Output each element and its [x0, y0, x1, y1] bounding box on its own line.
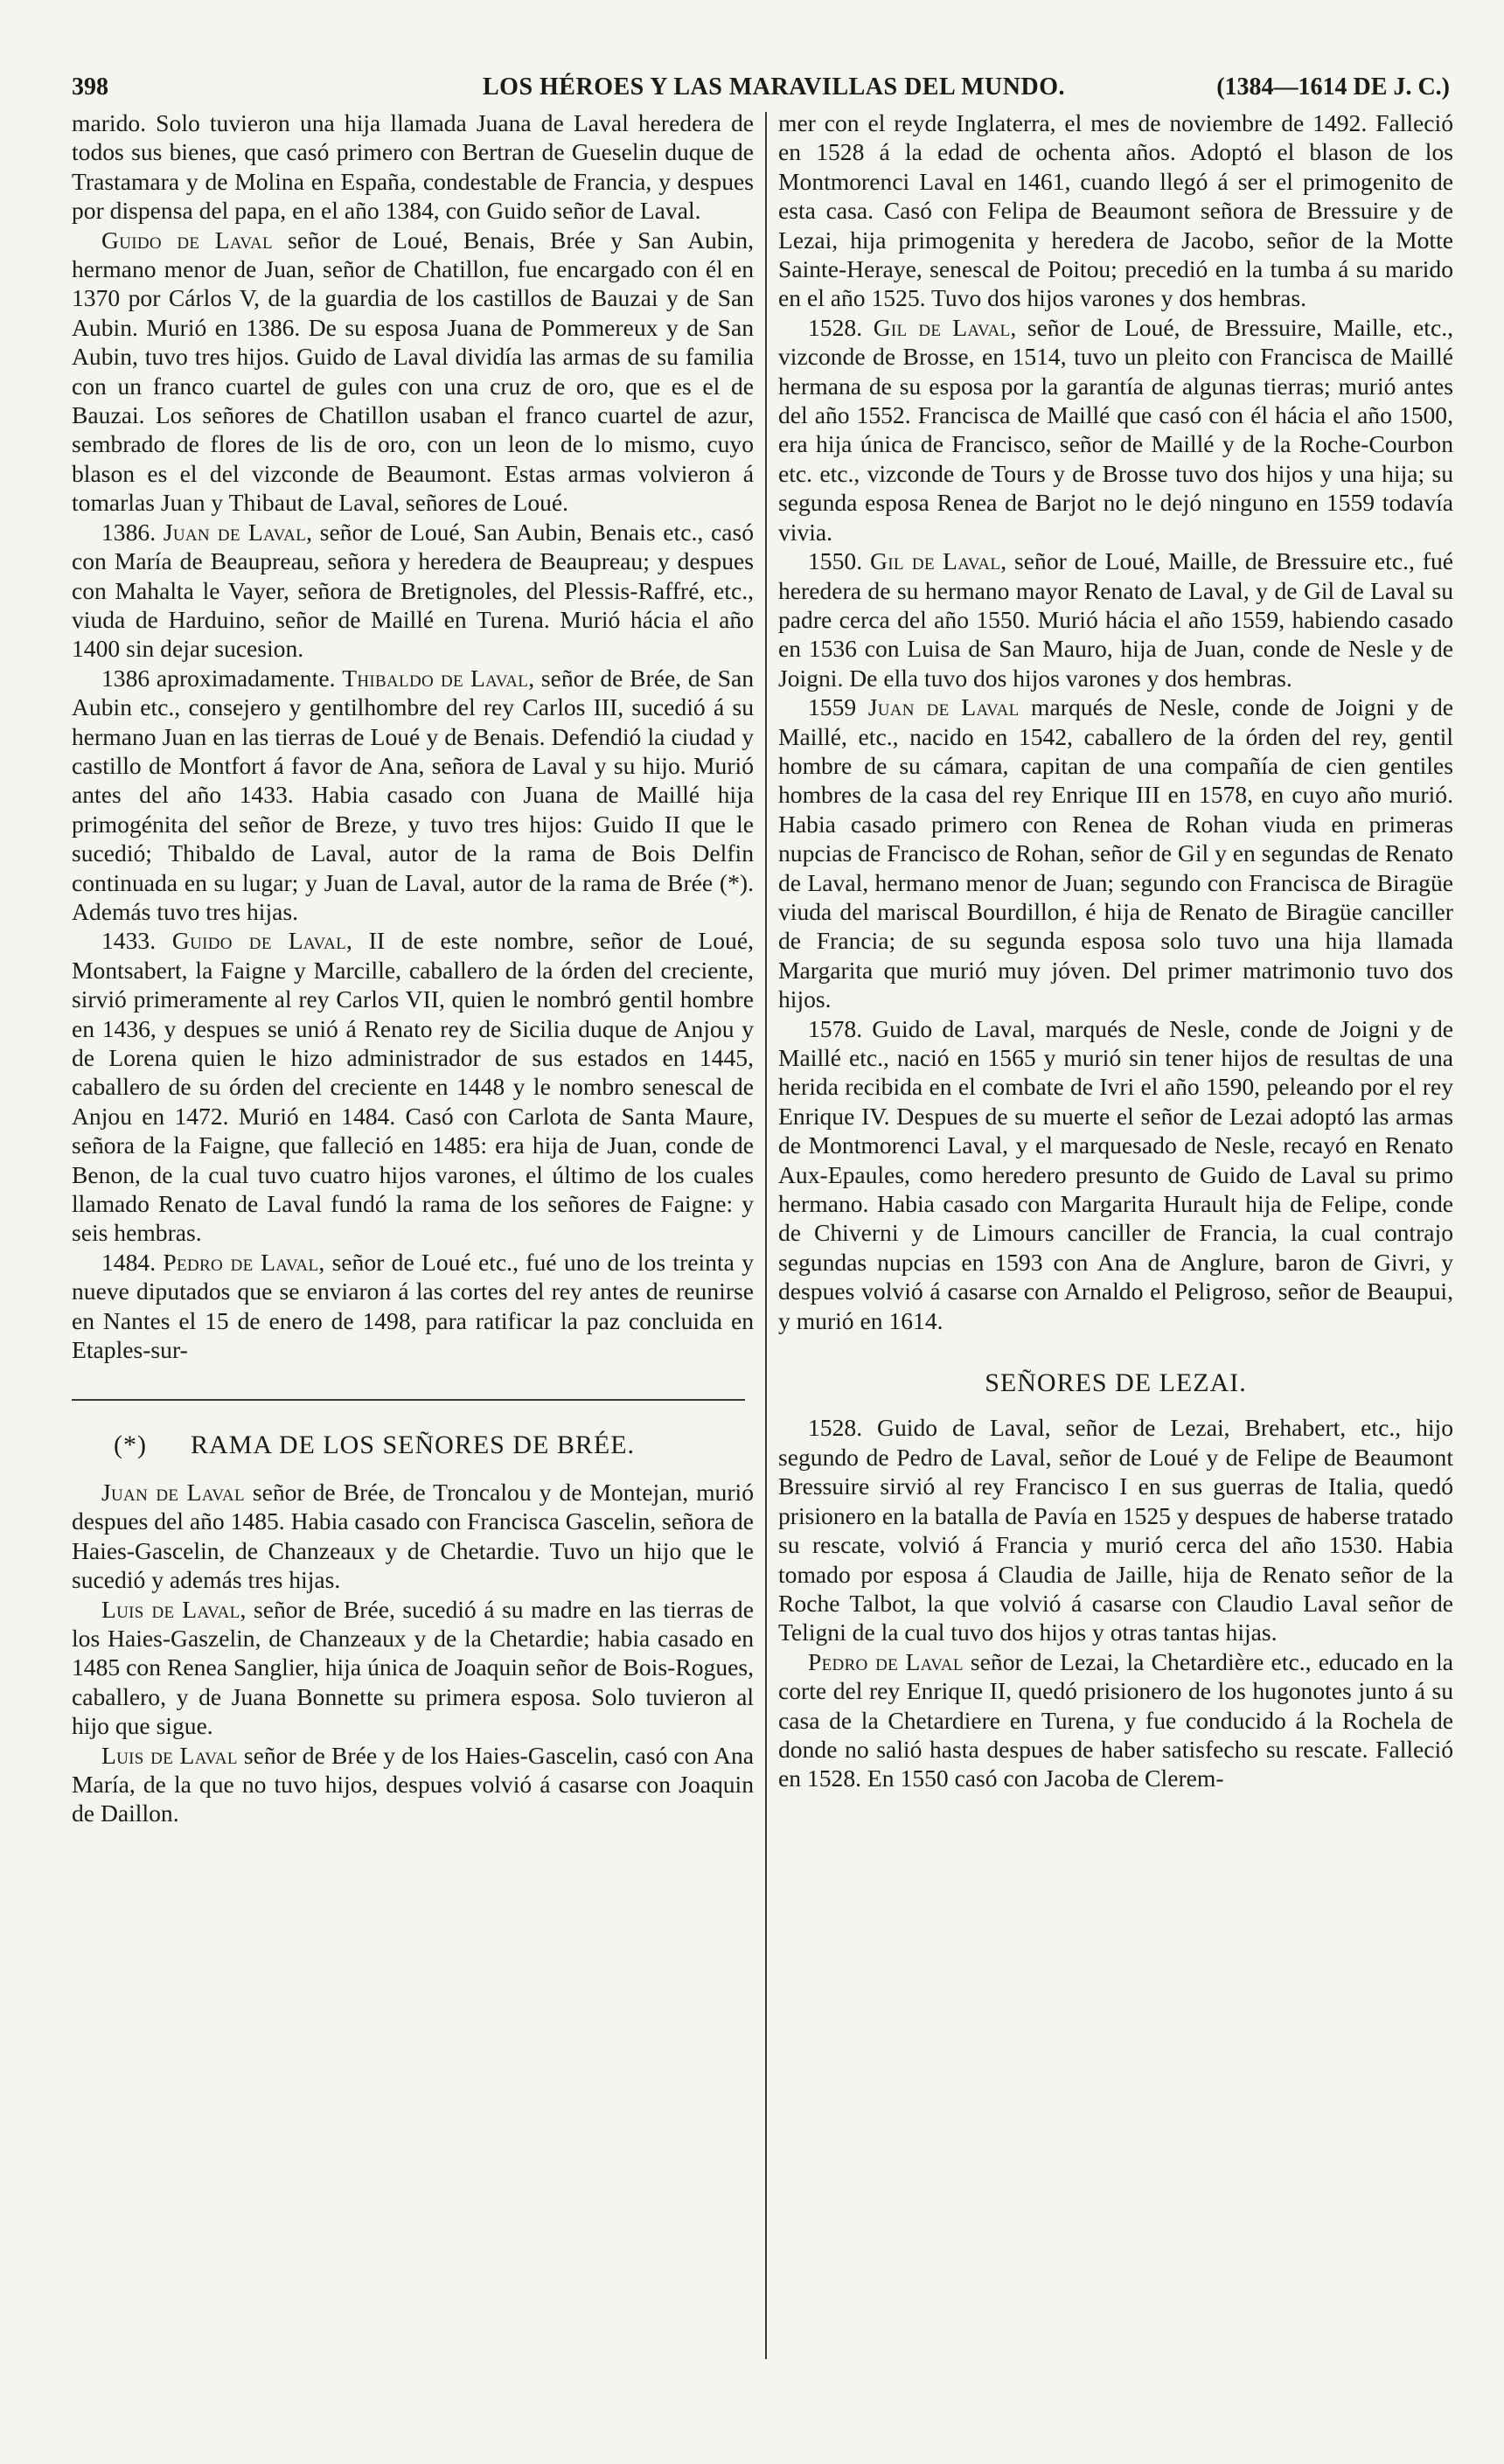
- column-divider: [765, 112, 767, 2359]
- year: 1433.: [101, 927, 157, 955]
- footnote-paragraph: Luis de Laval señor de Brée y de los Haies-Gascelin, casó con Ana María, de la que no tuvo hijos, despues volvió á casarse con Joaquin de Daillon.: [72, 1741, 754, 1827]
- footnote-paragraph: Juan de Laval señor de Brée, de Troncalou y de Montejan, murió despues del año 1485. Habia casado con Francisca Gascelin, señora de Haies-Gascelin, de Chanzeaux y de Chetardie. Tuvo un hijo que le sucedió y además tres hijas.: [72, 1478, 755, 1594]
- year: 1550.: [808, 547, 863, 575]
- person-name: Pedro de Laval: [163, 1248, 319, 1276]
- paragraph: 1433. Guido de Laval, II de este nombre, señor de Loué, Montsabert, la Faigne y Marcille, caballero de la órden del creciente, sirvió primeramente al rey Carlos VII, quien le nombró gentil hombre en 1436, y despues se unió á Renato rey de Sicilia duque de Anjou y de Lorena quien le hizo administrador de sus estados en 1445, caballero de su órden del creciente en 1448 y le nombro senescal de Anjou en 1472. Murió en 1484. Casó con Carlota de Santa Maure, señora de la Faigne, que falleció en 1485: era hija de Juan, conde de Benon, de la cual tuvo cuatro hijos varones, el último de los cuales llamado Renato de Laval fundó la rama de los señores de Faigne: y seis hembras.: [72, 927, 755, 1247]
- person-name: Gil de Laval: [869, 547, 1001, 575]
- paragraph: Guido de Laval señor de Loué, Benais, Brée y San Aubin, hermano menor de Juan, señor de Chatillon, fue encargado con él en 1370 por Cárlos V, de la guardia de los castillos de Bauzai y de San Aubin. Murió en 1386. De su esposa Juana de Pommereux y de San Aubin, tuvo tres hijos. Guido de Laval dividía las armas de su familia con un franco cuartel de gules con una cruz de oro, que es el de Bauzai. Los señores de Chatillon usaban el franco cuartel de azur, sembrado de flores de lis de oro, con un leon de lo mismo, cuyo blason es el del vizconde de Beaumont. Estas armas volvieron á tomarlas Juan y Thibaut de Laval, señores de Loué.: [72, 226, 755, 517]
- person-name: Gil de Laval: [873, 313, 1011, 341]
- paragraph: 1386 aproximadamente. Thibaldo de Laval, señor de Brée, de San Aubin etc., consejero y gentilhombre del rey Carlos III, sucedió á su hermano Juan en las tierras de Loué y de Benais. Defendió la ciudad y castillo de Montfort á favor de Ana, señora de Laval y su hijo. Murió antes del año 1433. Habia casado con Juana de Maillé hija primogénita del señor de Breze, y tuvo tres hijos: Guido II que le sucedió; Thibaldo de Laval, autor de la rama de Bois Delfin continuada en su lugar; y Juan de Laval, autor de la rama de Brée (*). Además tuvo tres hijas.: [72, 664, 754, 925]
- running-title: LOS HÉROES Y LAS MARAVILLAS DEL MUNDO.: [483, 73, 1065, 101]
- paragraph: 1484. Pedro de Laval, señor de Loué etc., fué uno de los treinta y nueve diputados que se enviaron á las cortes del rey antes de reunirse en Nantes el 15 de enero de 1498, para ratificar la paz concluida en Etaples-sur-: [72, 1248, 754, 1364]
- year: 1528.: [808, 1414, 863, 1442]
- paragraph: 1550. Gil de Laval, señor de Loué, Maille, de Bressuire etc., fué heredera de su hermano mayor Renato de Laval, y de Gil de Laval su padre cerca del año 1550. Murió hácia el año 1559, habiendo casado en 1536 con Luisa de San Mauro, hija de Juan, conde de Nesle y de Joigni. De ella tuvo dos hijos varones y dos hembras.: [778, 547, 1454, 692]
- footnote-divider: [72, 1399, 745, 1401]
- year: 1386 aproximadamente.: [101, 664, 336, 692]
- paragraph: 1578. Guido de Laval, marqués de Nesle, conde de Joigni y de Maillé etc., nació en 1565 y murió sin tener hijos de resultas de una herida recibida en el combate de Ivri el año 1590, peleando por el rey Enrique IV. Despues de su muerte el señor de Lezai adoptó las armas de Montmorenci Laval, y el marquesado de Nesle, recayó en Renato Aux-Epaules, como heredero presunto de Guido de Laval su primo hermano. Habia casado con Margarita Hurault hija de Felipe, conde de Chiverni y de Limours canciller de Francia, la cual contrajo segundas nupcias en 1593 con Ana de Anglure, baron de Givri, y despues volvió á casarse con Arnaldo el Peligroso, señor de Beaupui, y murió en 1614.: [778, 1014, 1453, 1334]
- paragraph: marido. Solo tuvieron una hija llamada Juana de Laval heredera de todos sus bienes, que casó primero con Bertran de Gueselin duque de Trastamara y de Molina en España, condestable de Francia, y despues por dispensa del papa, en el año 1384, con Guido señor de Laval.: [72, 109, 754, 225]
- year: 1528.: [808, 313, 863, 341]
- right-column: [778, 108, 1453, 1793]
- person-name: Pedro de Laval: [808, 1647, 964, 1675]
- paragraph: 1528. Guido de Laval, señor de Lezai, Brehabert, etc., hijo segundo de Pedro de Laval, señor de Loué y de Felipe de Beaumont Bressuire sirvió al rey Francisco I en sus guerras de Italia, quedó prisionero en la batalla de Pavía en 1525 y despues de haberse tratado su rescate, volvió á Francia y murió cerca del año 1530. Habia tomado por esposa á Claudia de Jaille, hija de Renato señor de la Roche Talbot, la que volvió á casarse con Claudio Laval señor de Teligni de la cual tuvo dos hijos y otras tantas hijas.: [778, 1414, 1453, 1646]
- paragraph: 1528. Gil de Laval, señor de Loué, de Bressuire, Maille, etc., vizconde de Brosse, en 1514, tuvo un pleito con Francisca de Maillé hermana de su esposa por la garantía de algunas tierras; murió antes del año 1552. Francisca de Maillé que casó con él hácia el año 1500, era hija única de Francisco, señor de Maillé y de la Roche-Courbon etc. etc., vizconde de Tours y de Brosse tuvo dos hijos y una hija; su segunda esposa Renea de Barjot no le dejó ninguno en 1559 todavía vivia.: [778, 313, 1453, 546]
- paragraph: 1559 Juan de Laval marqués de Nesle, conde de Joigni y de Maillé, etc., nacido en 1542, caballero de la órden del rey, gentil hombre de su cámara, capitan de una compañía de cien gentiles hombres de la casa del rey Enrique III en 1578, en cuyo año murió. Habia casado primero con Renea de Rohan viuda en primeras nupcias de Francisco de Rohan, señor de Gil y en segundas de Renato de Laval, hermano menor de Juan; segundo con Francisca de Biragüe viuda del mariscal Bourdillon, é hija de Renato de Biragüe canciller de Francia; de su segunda esposa solo tuvo una hija llamada Margarita que murió muy jóven. Del primer matrimonio tuvo dos hijos.: [778, 693, 1454, 1013]
- footnote-title: (*) RAMA DE LOS SEÑORES DE BRÉE.: [114, 1430, 636, 1460]
- left-column: [72, 108, 754, 1828]
- person-name: Juan de Laval: [163, 518, 307, 546]
- paragraph: 1386. Juan de Laval, señor de Loué, San Aubin, Benais etc., casó con María de Beaupreau, señora y heredera de Beaupreau; y despues con Mahalta le Vayer, señora de Bretignoles, del Plessis-Raffré, etc., viuda de Harduino, señor de Maillé en Turena. Murió hácia el año 1400 sin dejar sucesion.: [72, 518, 754, 663]
- footnote-marker: (*): [114, 1430, 147, 1460]
- paragraph: Pedro de Laval señor de Lezai, la Chetardière etc., educado en la corte del rey Enrique II, quedó prisionero de los hugonotes junto á su casa de la Chetardiere en Turena, y fue conducido á la Rochela de donde no salió hasta despues de haber satisfecho su rescate. Falleció en 1528. En 1550 casó con Jacoba de Clerem-: [778, 1647, 1453, 1792]
- year: 1484.: [101, 1248, 157, 1276]
- page-header: [72, 73, 1450, 112]
- year: 1559: [808, 693, 857, 721]
- person-name: Guido de Laval: [101, 226, 273, 254]
- section-title: SEÑORES DE LEZAI.: [985, 1368, 1247, 1398]
- date-range: (1384—1614 DE J. C.): [1216, 73, 1450, 101]
- person-name: Guido de Laval: [171, 927, 346, 955]
- paragraph: mer con el reyde Inglaterra, el mes de noviembre de 1492. Falleció en 1528 á la edad de ochenta años. Adoptó el blason de los Montmorenci Laval en 1461, cuando llegó á ser el primogenito de esta casa. Casó con Felipa de Beaumont señora de Bressuire y de Lezai, hija primogenita y heredera de Jacobo, señor de la Motte Sainte-Heraye, senescal de Poitou; precedió en la tumba á su marido en el año 1525. Tuvo dos hijos varones y dos hembras.: [778, 109, 1453, 312]
- page-number: 398: [72, 73, 108, 101]
- person-name: Thibaldo de Laval: [342, 664, 529, 692]
- year: 1578.: [808, 1014, 863, 1042]
- person-name: Luis de Laval: [101, 1595, 240, 1623]
- person-name: Juan de Laval: [101, 1478, 245, 1506]
- person-name: Juan de Laval: [867, 693, 1020, 721]
- year: 1386.: [101, 518, 157, 546]
- footnote-paragraph: Luis de Laval, señor de Brée, sucedió á su madre en las tierras de los Haies-Gaszelin, de Chanzeaux y de la Chetardie; habia casado en 1485 con Renea Sanglier, hija única de Joaquin señor de Bois-Rogues, caballero, y de Juana Bonnette su primera esposa. Solo tuvieron al hijo que sigue.: [72, 1595, 754, 1740]
- person-name: Luis de Laval: [101, 1741, 238, 1769]
